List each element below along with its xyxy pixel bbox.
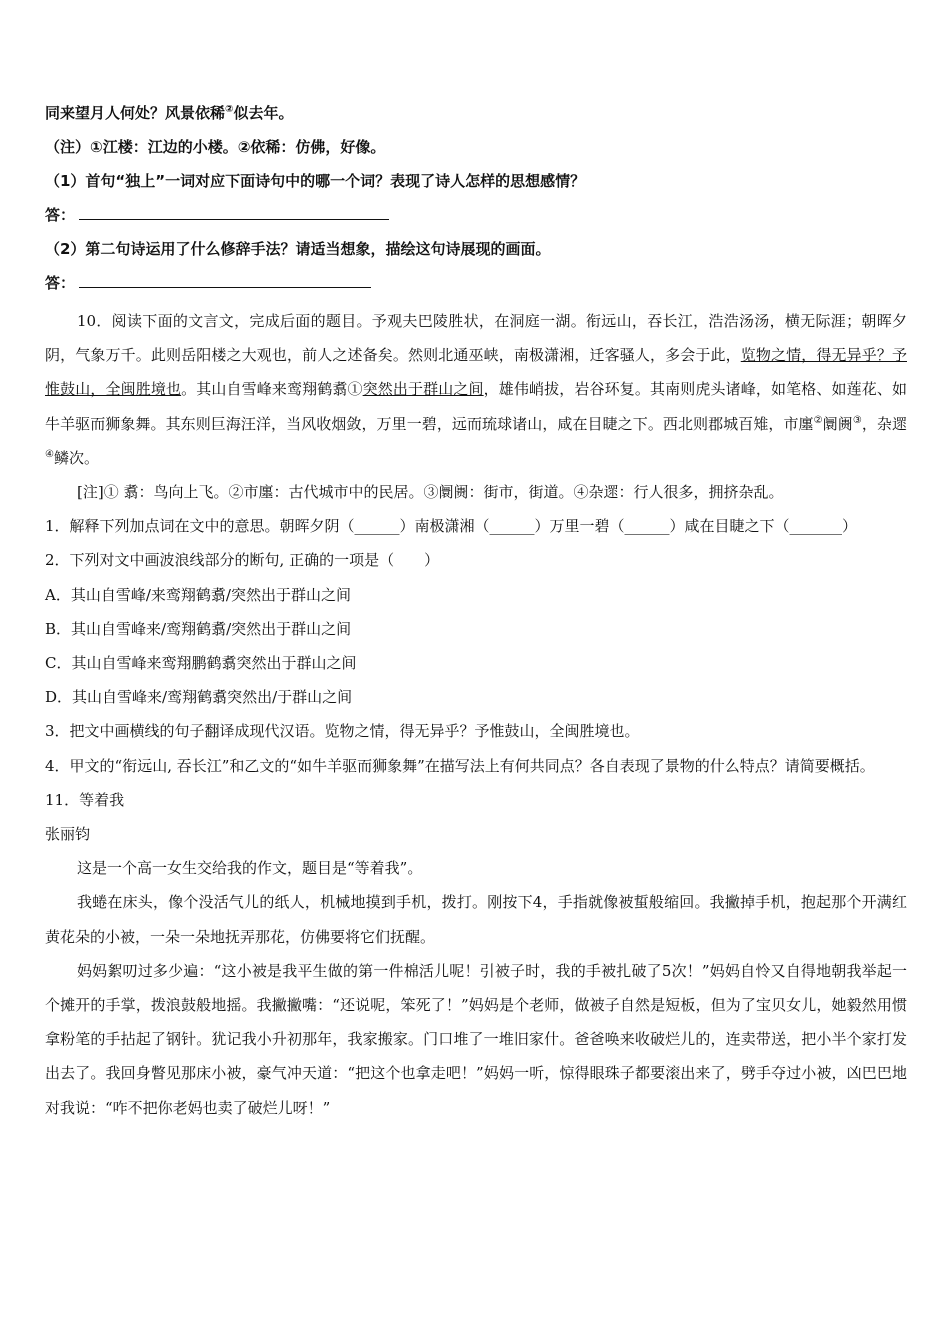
poem-question-2: （2）第二句诗运用了什么修辞手法？请适当想象，描绘这句诗展现的画面。 xyxy=(45,240,551,258)
answer-blank-1[interactable] xyxy=(79,205,389,220)
q10-sub-4: 4．甲文的“衔远山, 吞长江”和乙文的“如牛羊驱而狮象舞”在描写法上有何共同点？各自表现了景物的什么特点？请简要概括。 xyxy=(45,756,875,775)
answer-line-1: 答： xyxy=(45,198,907,232)
option-b: B．其山自雪峰来/鸾翔鹤翥/突然出于群山之间 xyxy=(45,619,352,638)
q10-passage: 10．阅读下面的文言文，完成后面的题目。予观夫巴陵胜状，在洞庭一湖。衔远山，吞长江，浩浩汤汤，横无际涯；朝晖夕阴，气象万千。此则岳阳楼之大观也，前人之述备矣。然则北通巫峡，南极潇湘，迁客骚人，多会于此，览物之情，得无异乎？予惟鼓山，全闽胜境也。其山自雪峰来鸾翔鹤翥①突然出于群山之间，雄伟峭拔，岩谷环复。其南则虎头诸峰，如笔格、如莲花、如牛羊驱而狮象舞。其东则巨海汪洋，当风收烟敛，万里一碧，远而琉球诸山，咸在目睫之下。西北则郡城百雉，市廛②阛阓③，杂遝④鳞次。 xyxy=(45,312,908,467)
answer-blank-2[interactable] xyxy=(79,273,371,288)
note-mark: ③ xyxy=(852,414,862,426)
poem-last-line: 同来望月人何处？风景依稀②似去年。 xyxy=(45,104,294,122)
q11-author: 张丽钧 xyxy=(45,825,91,844)
q11-paragraph-1: 这是一个高一女生交给我的作文，题目是“等着我”。 xyxy=(77,859,423,878)
underlined-sentence: 览物之情，得无异乎？予惟鼓山，全闽胜境也 xyxy=(45,346,907,399)
note-mark: ② xyxy=(813,414,823,426)
document-page xyxy=(45,96,907,1125)
option-d: D．其山自雪峰来/鸾翔鹤翥突然出/于群山之间 xyxy=(45,688,353,707)
q11-title: 11．等着我 xyxy=(45,790,125,809)
q10-sub-3: 3．把文中画横线的句子翻译成现代汉语。览物之情，得无异乎？予惟鼓山，全闽胜境也。 xyxy=(45,722,640,741)
q10-notes: [注]① 翥：鸟向上飞。②市廛：古代城市中的民居。③阛阓：街市，街道。④杂遝：行人很多，拥挤杂乱。 xyxy=(77,483,784,502)
note-mark: ④ xyxy=(45,448,54,460)
q10-sub-2: 2．下列对文中画波浪线部分的断句, 正确的一项是（ ） xyxy=(45,551,440,570)
q11-paragraph-3: 妈妈絮叨过多少遍：“这小被是我平生做的第一件棉活儿呢！引被子时，我的手被扎破了5次！”妈妈自怜又自得地朝我举起一个摊开的手掌，拨浪鼓般地摇。我撇撇嘴：“还说呢，笨死了！”妈妈是个老师，做被子自然是短板，但为了宝贝女儿，她毅然用惯拿粉笔的手拈起了钢针。犹记我小升初那年，我家搬家。门口堆了一堆旧家什。爸爸唤来收破烂儿的，连卖带送，把小半个家打发出去了。我回身瞥见那床小被，豪气冲天道：“把这个也拿走吧！”妈妈一听，惊得眼珠子都要滚出来了，劈手夺过小被，凶巴巴地对我说：“咋不把你老妈也卖了破烂儿呀！” xyxy=(45,961,907,1117)
option-c: C．其山自雪峰来鸾翔鹏鹤翥突然出于群山之间 xyxy=(45,654,357,673)
q11-paragraph-2: 我蜷在床头，像个没活气儿的纸人，机械地摸到手机，拨打。刚按下4，手指就像被蜇般缩回。我撇掉手机，抱起那个开满红黄花朵的小被，一朵一朵地抚弄那花，仿佛要将它们抚醒。 xyxy=(45,893,907,946)
note-mark: ② xyxy=(225,104,234,115)
note-mark: ① xyxy=(347,380,363,399)
underlined-phrase: 突然出于群山之间 xyxy=(362,380,484,399)
answer-line-2: 答： xyxy=(45,266,907,300)
q10-sub-1: 1．解释下列加点词在文中的意思。朝晖夕阴（______）南极潇湘（______）万里一碧（______）咸在目睫之下（_______） xyxy=(45,517,858,536)
option-a: A．其山自雪峰/来鸾翔鹤翥/突然出于群山之间 xyxy=(45,585,351,604)
poem-question-1: （1）首句“独上”一词对应下面诗句中的哪一个词？表现了诗人怎样的思想感情？ xyxy=(45,172,586,190)
poem-note: （注）①江楼：江边的小楼。②依稀：仿佛，好像。 xyxy=(45,138,386,156)
